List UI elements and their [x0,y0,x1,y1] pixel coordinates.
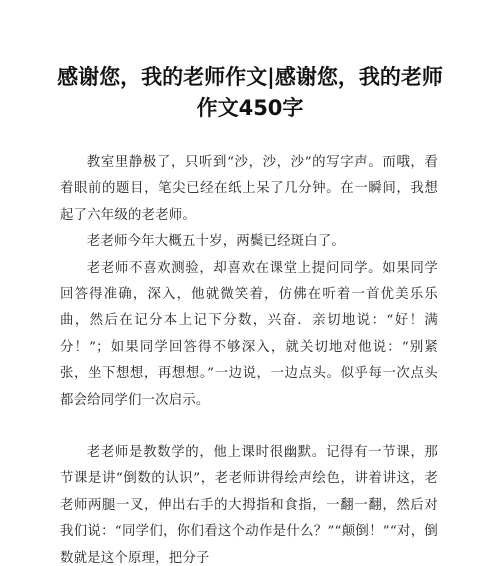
article-body [60,150,438,566]
paragraph: 老老师今年大概五十岁，两鬓已经斑白了。 [86,234,346,250]
paragraph: 教室里静极了，只听到“沙，沙，沙”的写字声。而哦，看着眼前的题目，笔尖已经在纸上呆了几分钟。在一瞬间，我想起了六年级的老老师。 [60,155,438,223]
paragraph: 老老师是教数学的，他上课时很幽默。记得有一节课，那节课是讲“倒数的认识”，老老师讲得绘声绘色，讲着讲这，老老师两腿一叉，伸出右手的大拇指和食指，一翻一翻，然后对我们说：“同学们，你们看这个动作是什么？”“颠倒！”“对，倒数就是这个原理，把分子 [60,445,438,566]
article-title: 感谢您，我的老师作文|感谢您，我的老师作文450字 [57,65,443,120]
paragraph: 老老师不喜欢测验，却喜欢在课堂上提问同学。如果同学回答得准确，深入，他就微笑着，仿佛在听着一首优美乐乐曲，然后在记分本上记下分数，兴奋．亲切地说：“好！满分！”；如果同学回答得不够深入，就关切地对他说：“别紧张，坐下想想，再想想。”一边说，一边点头。似乎每一次点头都会给同学们一次启示。 [60,260,438,408]
